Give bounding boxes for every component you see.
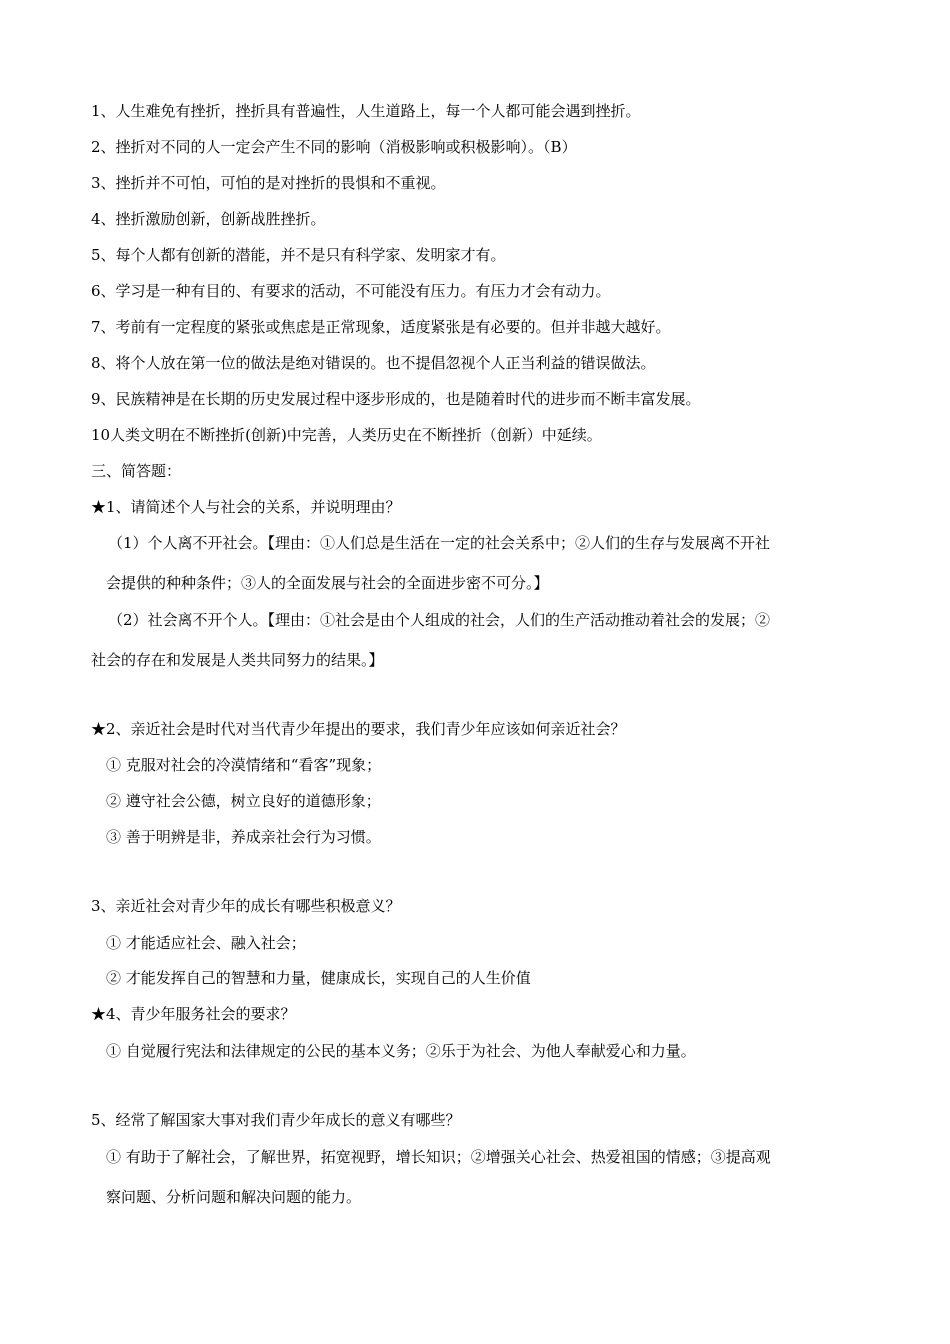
section-title: 三、简答题： bbox=[91, 462, 182, 480]
q2-answer-3: ③ 善于明辨是非，养成亲社会行为习惯。 bbox=[106, 828, 381, 846]
q2-answer-2: ② 遵守社会公德，树立良好的道德形象； bbox=[106, 792, 381, 810]
judgement-1: 1、人生难免有挫折，挫折具有普遍性，人生道路上，每一个人都可能会遇到挫折。 bbox=[91, 102, 641, 120]
q5-answer-line-2: 察问题、分析问题和解决问题的能力。 bbox=[106, 1188, 362, 1206]
q1-answer-1-line-1: （1）个人离不开社会。【理由：①人们总是生活在一定的社会关系中；②人们的生存与发展离不开社 bbox=[108, 534, 771, 552]
judgement-9: 9、民族精神是在长期的历史发展过程中逐步形成的，也是随着时代的进步而不断丰富发展。 bbox=[91, 390, 701, 408]
judgement-8: 8、将个人放在第一位的做法是绝对错误的。也不提倡忽视个人正当利益的错误做法。 bbox=[91, 354, 656, 372]
q3-question: 3、亲近社会对青少年的成长有哪些积极意义？ bbox=[91, 897, 401, 915]
q1-answer-1-line-2: 会提供的种种条件；③人的全面发展与社会的全面进步密不可分。】 bbox=[106, 574, 549, 592]
q5-answer-line-1: ① 有助于了解社会，了解世界，拓宽视野，增长知识；②增强关心社会、热爱祖国的情感；③提高观 bbox=[106, 1148, 771, 1166]
q4-question: ★4、青少年服务社会的要求？ bbox=[91, 1005, 296, 1023]
q1-answer-2-line-2: 社会的存在和发展是人类共同努力的结果。】 bbox=[91, 651, 384, 669]
q1-answer-2-line-1: （2）社会离不开个人。【理由：①社会是由个人组成的社会，人们的生产活动推动着社会的发展；② bbox=[108, 611, 771, 629]
judgement-7: 7、考前有一定程度的紧张或焦虑是正常现象，适度紧张是有必要的。但并非越大越好。 bbox=[91, 318, 671, 336]
q3-answer-2: ② 才能发挥自己的智慧和力量，健康成长，实现自己的人生价值 bbox=[106, 969, 531, 987]
q5-question: 5、经常了解国家大事对我们青少年成长的意义有哪些？ bbox=[91, 1111, 461, 1129]
judgement-2: 2、挫折对不同的人一定会产生不同的影响（消极影响或积极影响）。（B） bbox=[91, 138, 577, 156]
judgement-6: 6、学习是一种有目的、有要求的活动，不可能没有压力。有压力才会有动力。 bbox=[91, 282, 611, 300]
q1-question: ★1、请简述个人与社会的关系，并说明理由？ bbox=[91, 498, 401, 516]
q3-answer-1: ① 才能适应社会、融入社会； bbox=[106, 934, 306, 952]
q2-question: ★2、亲近社会是时代对当代青少年提出的要求，我们青少年应该如何亲近社会？ bbox=[91, 720, 626, 738]
judgement-4: 4、挫折激励创新，创新战胜挫折。 bbox=[91, 210, 326, 228]
judgement-3: 3、挫折并不可怕，可怕的是对挫折的畏惧和不重视。 bbox=[91, 174, 446, 192]
q2-answer-1: ① 克服对社会的冷漠情绪和“看客”现象； bbox=[106, 756, 382, 774]
judgement-10: 10人类文明在不断挫折(创新)中完善，人类历史在不断挫折（创新）中延续。 bbox=[91, 426, 602, 444]
q4-answer: ① 自觉履行宪法和法律规定的公民的基本义务；②乐于为社会、为他人奉献爱心和力量。 bbox=[106, 1042, 696, 1060]
judgement-5: 5、每个人都有创新的潜能，并不是只有科学家、发明家才有。 bbox=[91, 246, 506, 264]
